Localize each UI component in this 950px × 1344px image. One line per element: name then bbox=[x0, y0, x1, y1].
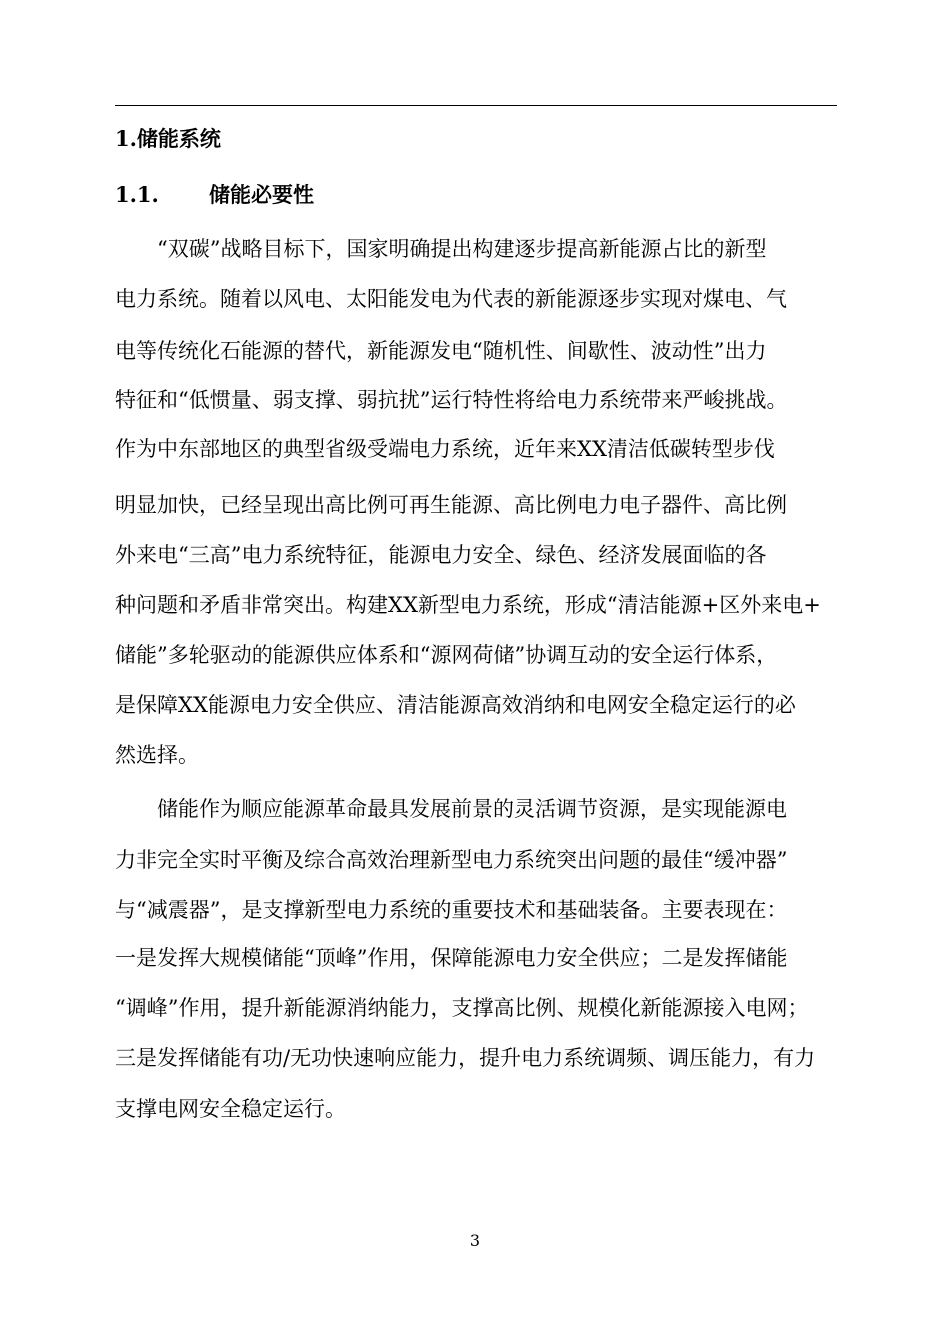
paragraph-1-line: 然选择。 bbox=[115, 743, 199, 767]
paragraph-2-line: 储能作为顺应能源革命最具发展前景的灵活调节资源，是实现能源电 bbox=[157, 797, 787, 821]
paragraph-2-line: 支撑电网安全稳定运行。 bbox=[115, 1097, 346, 1121]
paragraph-1-line: 外来电“三高”电力系统特征，能源电力安全、绿色、经济发展面临的各 bbox=[115, 543, 767, 567]
section-title: 储能必要性 bbox=[209, 182, 314, 207]
paragraph-1-line: 是保障XX能源电力安全供应、清洁能源高效消纳和电网安全稳定运行的必 bbox=[115, 693, 796, 717]
paragraph-1-line: 作为中东部地区的典型省级受端电力系统，近年来XX清洁低碳转型步伐 bbox=[115, 437, 775, 461]
paragraph-2-line: 一是发挥大规模储能“顶峰”作用，保障能源电力安全供应；二是发挥储能 bbox=[115, 946, 788, 970]
page-number: 3 bbox=[469, 1231, 481, 1250]
section-heading-1-1 bbox=[115, 180, 314, 210]
paragraph-1-line: “双碳”战略目标下，国家明确提出构建逐步提高新能源占比的新型 bbox=[157, 237, 767, 261]
paragraph-1-line: 电等传统化石能源的替代，新能源发电“随机性、间歇性、波动性”出力 bbox=[115, 339, 767, 363]
paragraph-1-line: 电力系统。随着以风电、太阳能发电为代表的新能源逐步实现对煤电、气 bbox=[115, 287, 787, 311]
paragraph-2-line: 力非完全实时平衡及综合高效治理新型电力系统突出问题的最佳“缓冲器” bbox=[115, 848, 788, 872]
section-heading-1: 1.储能系统 bbox=[115, 126, 221, 151]
section-number: 1.1. bbox=[115, 182, 159, 207]
paragraph-1-line: 明显加快，已经呈现出高比例可再生能源、高比例电力电子器件、高比例 bbox=[115, 493, 787, 517]
paragraph-1-line: 种问题和矛盾非常突出。构建XX新型电力系统，形成“清洁能源+区外来电+ bbox=[115, 593, 821, 617]
header-rule bbox=[115, 105, 837, 106]
paragraph-2-line: “调峰”作用，提升新能源消纳能力，支撑高比例、规模化新能源接入电网； bbox=[115, 996, 809, 1020]
paragraph-2-line: 三是发挥储能有功/无功快速响应能力，提升电力系统调频、调压能力，有力 bbox=[115, 1046, 816, 1070]
paragraph-1-line: 特征和“低惯量、弱支撑、弱抗扰”运行特性将给电力系统带来严峻挑战。 bbox=[115, 388, 788, 412]
paragraph-1-line: 储能”多轮驱动的能源供应体系和“源网荷储”协调互动的安全运行体系， bbox=[115, 643, 778, 667]
paragraph-2-line: 与“减震器”，是支撑新型电力系统的重要技术和基础装备。主要表现在： bbox=[115, 898, 788, 922]
